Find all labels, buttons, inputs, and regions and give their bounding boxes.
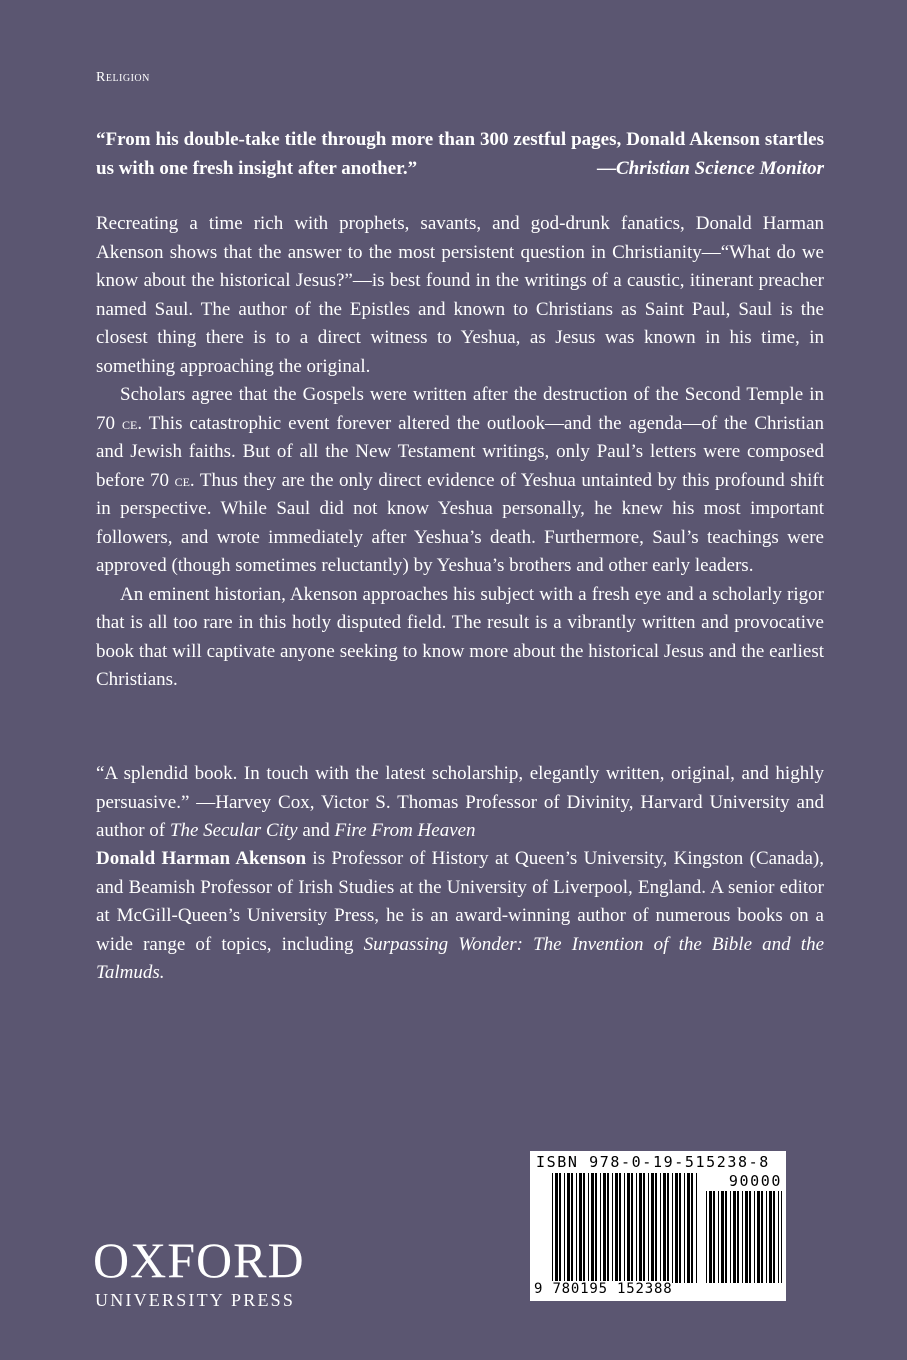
ean-number: 9 780195 152388 xyxy=(534,1281,673,1297)
description-paragraph-3: An eminent historian, Akenson approaches his subject with a fresh eye and a scholarly rigor that is all too rare in this hotly disputed field. The result is a vibrantly written and provocative book that will captivate anyone seeking to know more about the historical Jesus and the earliest Christians. xyxy=(96,583,824,690)
barcode-bar xyxy=(655,1173,657,1283)
barcode-bar xyxy=(721,1191,724,1283)
bio-book: Surpassing Wonder: The Invention of the Bible and the Talmuds. xyxy=(96,933,825,983)
barcode-bars-main xyxy=(552,1173,698,1283)
barcode-bar xyxy=(718,1191,719,1283)
category-label: Religion xyxy=(96,70,150,85)
barcode-bar xyxy=(607,1173,609,1283)
barcode-bar xyxy=(687,1173,690,1283)
barcode-bar xyxy=(600,1173,601,1283)
barcode-bar xyxy=(559,1173,561,1283)
barcode-bar xyxy=(555,1173,558,1283)
lead-quote-text: “From his double-take title through more than 300 zestful pages, Donald Akenson startles us with one fresh insight after another.” xyxy=(96,129,824,179)
barcode-bar xyxy=(706,1191,707,1283)
barcode-bar xyxy=(579,1173,582,1283)
barcode-bar xyxy=(754,1191,755,1283)
review-book-1: The Secular City xyxy=(169,820,298,841)
barcode-bar xyxy=(709,1191,712,1283)
barcode-bar xyxy=(769,1191,772,1283)
barcode-bars-addon xyxy=(706,1191,782,1283)
barcode-bar xyxy=(667,1173,669,1283)
description xyxy=(96,210,824,695)
publisher-logo: OXFORD xyxy=(93,1232,305,1288)
barcode-bar xyxy=(773,1191,775,1283)
barcode-bar xyxy=(725,1191,727,1283)
barcode-bar xyxy=(612,1173,613,1283)
barcode-bar xyxy=(757,1191,760,1283)
barcode-bar xyxy=(781,1191,782,1283)
barcode-bar xyxy=(583,1173,585,1283)
review-quote: “A splendid book. In touch with the latest scholarship, elegantly written, original, and highly persuasive.” —Harvey Cox, Victor S. Thomas Professor of Divinity, Harvard University and author of The Secular City and Fire From Heaven xyxy=(96,763,824,841)
barcode-bar xyxy=(672,1173,673,1283)
isbn-text: ISBN 978-0-19-515238-8 xyxy=(536,1153,770,1171)
publisher-name: UNIVERSITY PRESS xyxy=(95,1290,296,1310)
barcode-bar xyxy=(564,1173,565,1283)
barcode-bar xyxy=(552,1173,553,1283)
barcode-bar xyxy=(651,1173,654,1283)
barcode-bar xyxy=(663,1173,666,1283)
barcode-bar xyxy=(636,1173,637,1283)
lead-quote xyxy=(96,126,824,183)
lead-quote-attribution: —Christian Science Monitor xyxy=(597,157,824,179)
barcode-bar xyxy=(691,1173,693,1283)
barcode-bar xyxy=(631,1173,633,1283)
barcode-bar xyxy=(643,1173,645,1283)
barcode-bar xyxy=(627,1173,630,1283)
barcode-bar xyxy=(761,1191,763,1283)
description-paragraph-1: Recreating a time rich with prophets, savants, and god-drunk fanatics, Donald Harman Akenson shows that the answer to the most persistent question in Christianity—“What do we know about the historical Jesus?”—is best found in the writings of a caustic, itinerant preacher named Saul. The author of the Epistles and known to Christians as Saint Paul, Saul is the closest thing there is to a direct witness to Yeshua, as Jesus was known in his time, in something approaching the original. xyxy=(96,213,824,377)
barcode-bar xyxy=(696,1173,697,1283)
barcode-bar xyxy=(745,1191,748,1283)
barcode-bar xyxy=(749,1191,751,1283)
barcode-bar xyxy=(639,1173,642,1283)
barcode-bar xyxy=(591,1173,594,1283)
price-code: 90000 xyxy=(728,1172,782,1190)
description-paragraph-2: Scholars agree that the Gospels were written after the destruction of the Second Temple in 70 ce. This catastrophic event forever altered the outlook—and the agenda—of the Christian and Jewish faiths. But of all the New Testament writings, only Paul’s letters were composed before 70 ce. Thus they are the only direct evidence of Yeshua untainted by this profound shift in perspective. While Saul did not know Yeshua personally, he knew his most important followers, and wrote immediately after Yeshua’s death. Furthermore, Saul’s teachings were approved (though sometimes reluctantly) by Yeshua’s brothers and other early leaders. xyxy=(96,384,825,576)
barcode-bar xyxy=(571,1173,573,1283)
barcode-bar xyxy=(603,1173,606,1283)
barcode-bar xyxy=(619,1173,621,1283)
barcode-bar xyxy=(737,1191,739,1283)
barcode-bar xyxy=(742,1191,743,1283)
barcode-bar xyxy=(766,1191,767,1283)
barcode-bar xyxy=(595,1173,597,1283)
barcode-bar xyxy=(684,1173,685,1283)
review-book-2: Fire From Heaven xyxy=(334,820,476,841)
barcode-bar xyxy=(588,1173,589,1283)
barcode-bar xyxy=(713,1191,715,1283)
barcode-bar xyxy=(624,1173,625,1283)
author-bio: Donald Harman Akenson is Professor of History at Queen’s University, Kingston (Canada), and Beamish Professor of Irish Studies at the University of Liverpool, England. A senior editor at McGill-Queen’s University Press, he is an award-winning author of numerous books on a wide range of topics, including Surpassing Wonder: The Invention of the Bible and the Talmuds. xyxy=(96,848,825,983)
author-name: Donald Harman Akenson xyxy=(96,848,307,869)
barcode-bar xyxy=(648,1173,649,1283)
barcode-bar xyxy=(730,1191,731,1283)
barcode-bar xyxy=(675,1173,678,1283)
barcode-bar xyxy=(615,1173,618,1283)
barcode-bar xyxy=(679,1173,681,1283)
barcode-bar xyxy=(733,1191,736,1283)
barcode-bar xyxy=(778,1191,779,1283)
barcode-bar xyxy=(660,1173,661,1283)
barcode-bar xyxy=(576,1173,577,1283)
barcode xyxy=(530,1151,786,1301)
barcode-bar xyxy=(567,1173,570,1283)
